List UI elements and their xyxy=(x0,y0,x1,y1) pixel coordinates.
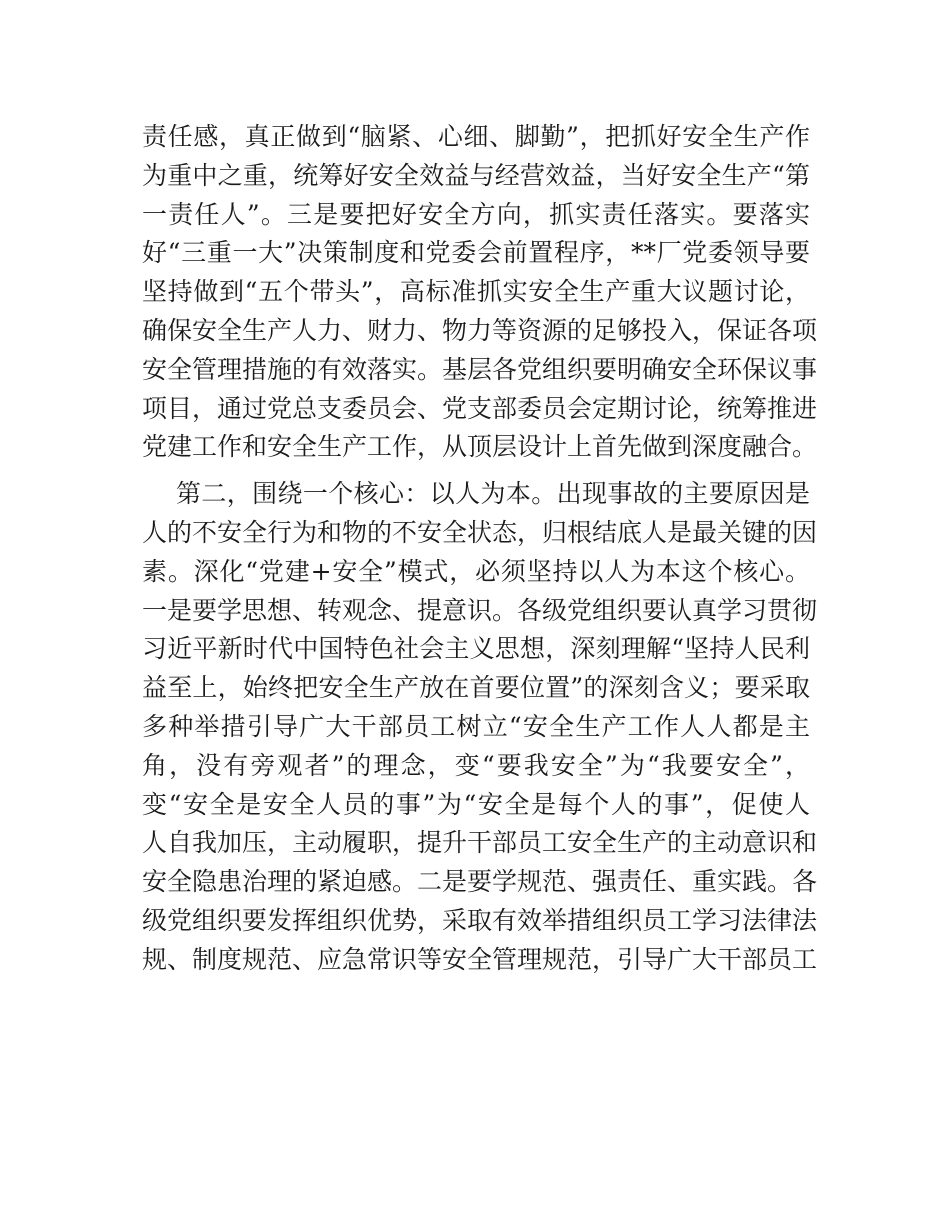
text-line: 项目，通过党总支委员会、党支部委员会定期讨论，统筹推进 xyxy=(142,393,818,423)
text-line: 人自我加压，主动履职，提升干部员工安全生产的主动意识和 xyxy=(142,828,818,858)
text-line: 规、制度规范、应急常识等安全管理规范，引导广大干部员工 xyxy=(142,944,818,974)
text-line: 坚持做到“五个带头”，高标准抓实安全生产重大议题讨论， xyxy=(142,277,810,307)
text-line: 益至上，始终把安全生产放在首要位置”的深刻含义；要采取 xyxy=(142,673,810,703)
text-line: 为重中之重，统筹好安全效益与经营效益，当好安全生产“第 xyxy=(142,160,810,190)
body-text xyxy=(142,118,818,980)
text-line: 党建工作和安全生产工作，从顶层设计上首先做到深度融合。 xyxy=(142,432,818,462)
text-line: 多种举措引导广大干部员工树立“安全生产工作人人都是主 xyxy=(142,711,810,741)
text-line: 责任感，真正做到“脑紧、心细、脚勤”，把抓好安全生产作 xyxy=(142,122,810,151)
paragraph-2 xyxy=(142,475,818,979)
text-line: 好“三重一大”决策制度和党委会前置程序，**厂党委领导要 xyxy=(142,238,810,268)
text-line: 第二，围绕一个核心：以人为本。出现事故的主要原因是 xyxy=(176,479,810,509)
paragraph-spacer xyxy=(142,467,810,475)
paragraph-1 xyxy=(142,118,818,467)
text-line: 变“安全是安全人员的事”为“安全是每个人的事”，促使人 xyxy=(142,789,810,819)
text-line: 角，没有旁观者”的理念，变“要我安全”为“我要安全”， xyxy=(142,750,810,780)
text-line: 安全管理措施的有效落实。基层各党组织要明确安全环保议事 xyxy=(142,354,818,384)
text-line: 级党组织要发挥组织优势，采取有效举措组织员工学习法律法 xyxy=(142,905,818,935)
text-line: 素。深化“党建+安全”模式，必须坚持以人为本这个核心。 xyxy=(142,556,810,586)
text-line: 安全隐患治理的紧迫感。二是要学规范、强责任、重实践。各 xyxy=(142,867,818,897)
text-line: 一是要学思想、转观念、提意识。各级党组织要认真学习贯彻 xyxy=(142,595,818,625)
text-line: 一责任人”。三是要把好安全方向，抓实责任落实。要落实 xyxy=(142,199,810,229)
text-line: 习近平新时代中国特色社会主义思想，深刻理解“坚持人民利 xyxy=(142,634,810,664)
text-line: 人的不安全行为和物的不安全状态，归根结底人是最关键的因 xyxy=(142,517,818,547)
text-line: 确保安全生产人力、财力、物力等资源的足够投入，保证各项 xyxy=(142,315,818,345)
